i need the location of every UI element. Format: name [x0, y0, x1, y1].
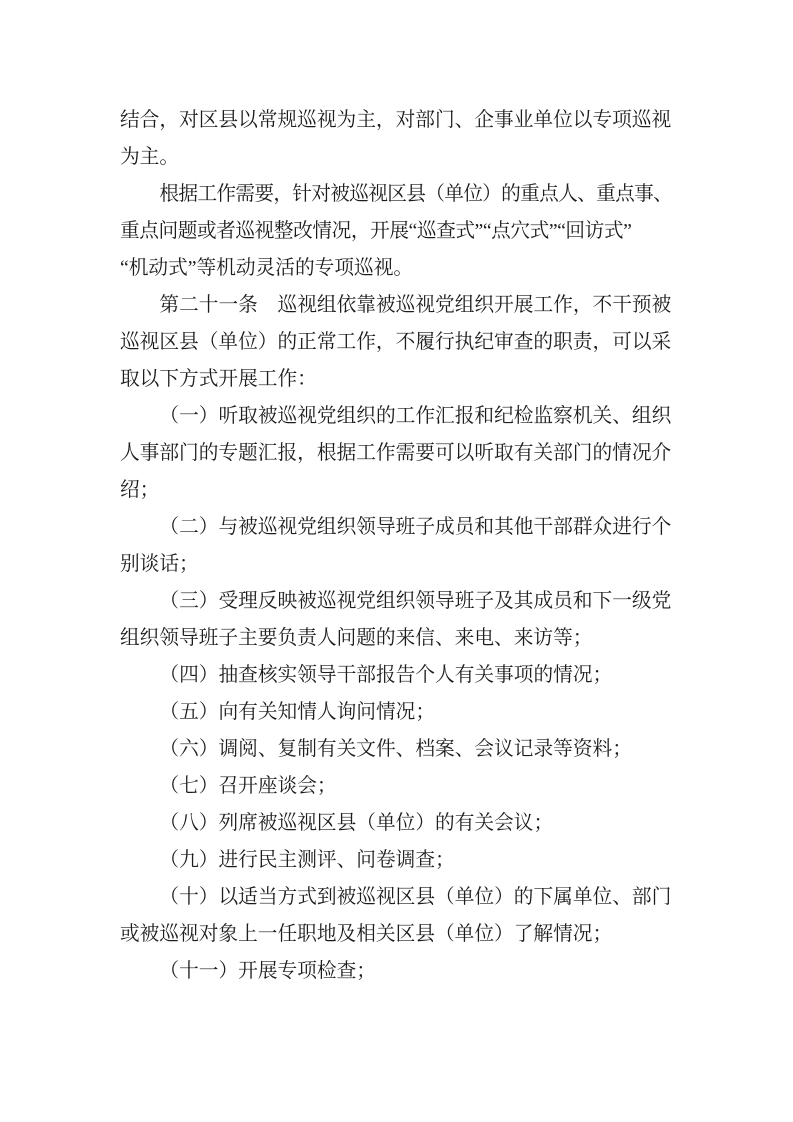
text-line: 结合，对区县以常规巡视为主，对部门、企事业单位以专项巡视: [120, 109, 672, 131]
text-line: （三）受理反映被巡视党组织领导班子及其成员和下一级党: [159, 590, 672, 612]
text-line: （十）以适当方式到被巡视区县（单位）的下属单位、部门: [159, 886, 672, 908]
text-line: 取以下方式开展工作：: [120, 368, 317, 390]
text-line: 巡视区县（单位）的正常工作，不履行执纪审查的职责，可以采: [120, 331, 672, 353]
text-line: （四）抽查核实领导干部报告个人有关事项的情况；: [159, 664, 613, 686]
text-line: 绍；: [120, 479, 160, 501]
text-line: （十一）开展专项检查；: [159, 960, 376, 982]
text-line: 根据工作需要，针对被巡视区县（单位）的重点人、重点事、: [159, 183, 673, 205]
text-line: （八）列席被巡视区县（单位）的有关会议；: [159, 812, 554, 834]
text-line: （二）与被巡视党组织领导班子成员和其他干部群众进行个: [159, 516, 672, 538]
text-line: 重点问题或者巡视整改情况，开展“巡查式”“点穴式”“回访式”: [120, 220, 632, 242]
text-line: （五）向有关知情人询问情况；: [159, 701, 436, 723]
text-line: “机动式”等机动灵活的专项巡视。: [120, 257, 414, 279]
text-line: 组织领导班子主要负责人问题的来信、来电、来访等；: [120, 627, 593, 649]
text-line: 人事部门的专题汇报，根据工作需要可以听取有关部门的情况介: [120, 442, 672, 464]
text-line: （九）进行民主测评、问卷调查；: [159, 849, 455, 871]
text-line: 为主。: [120, 146, 180, 168]
text-line: （七）召开座谈会；: [159, 775, 337, 797]
text-line: 别谈话；: [120, 553, 199, 575]
text-line: （一）听取被巡视党组织的工作汇报和纪检监察机关、组织: [159, 405, 672, 427]
text-line: 第二十一条 巡视组依靠被巡视党组织开展工作，不干预被: [159, 294, 672, 316]
document-text-block: [120, 102, 673, 990]
text-line: 或被巡视对象上一任职地及相关区县（单位）了解情况；: [120, 923, 613, 945]
text-line: （六）调阅、复制有关文件、档案、会议记录等资料；: [159, 738, 632, 760]
